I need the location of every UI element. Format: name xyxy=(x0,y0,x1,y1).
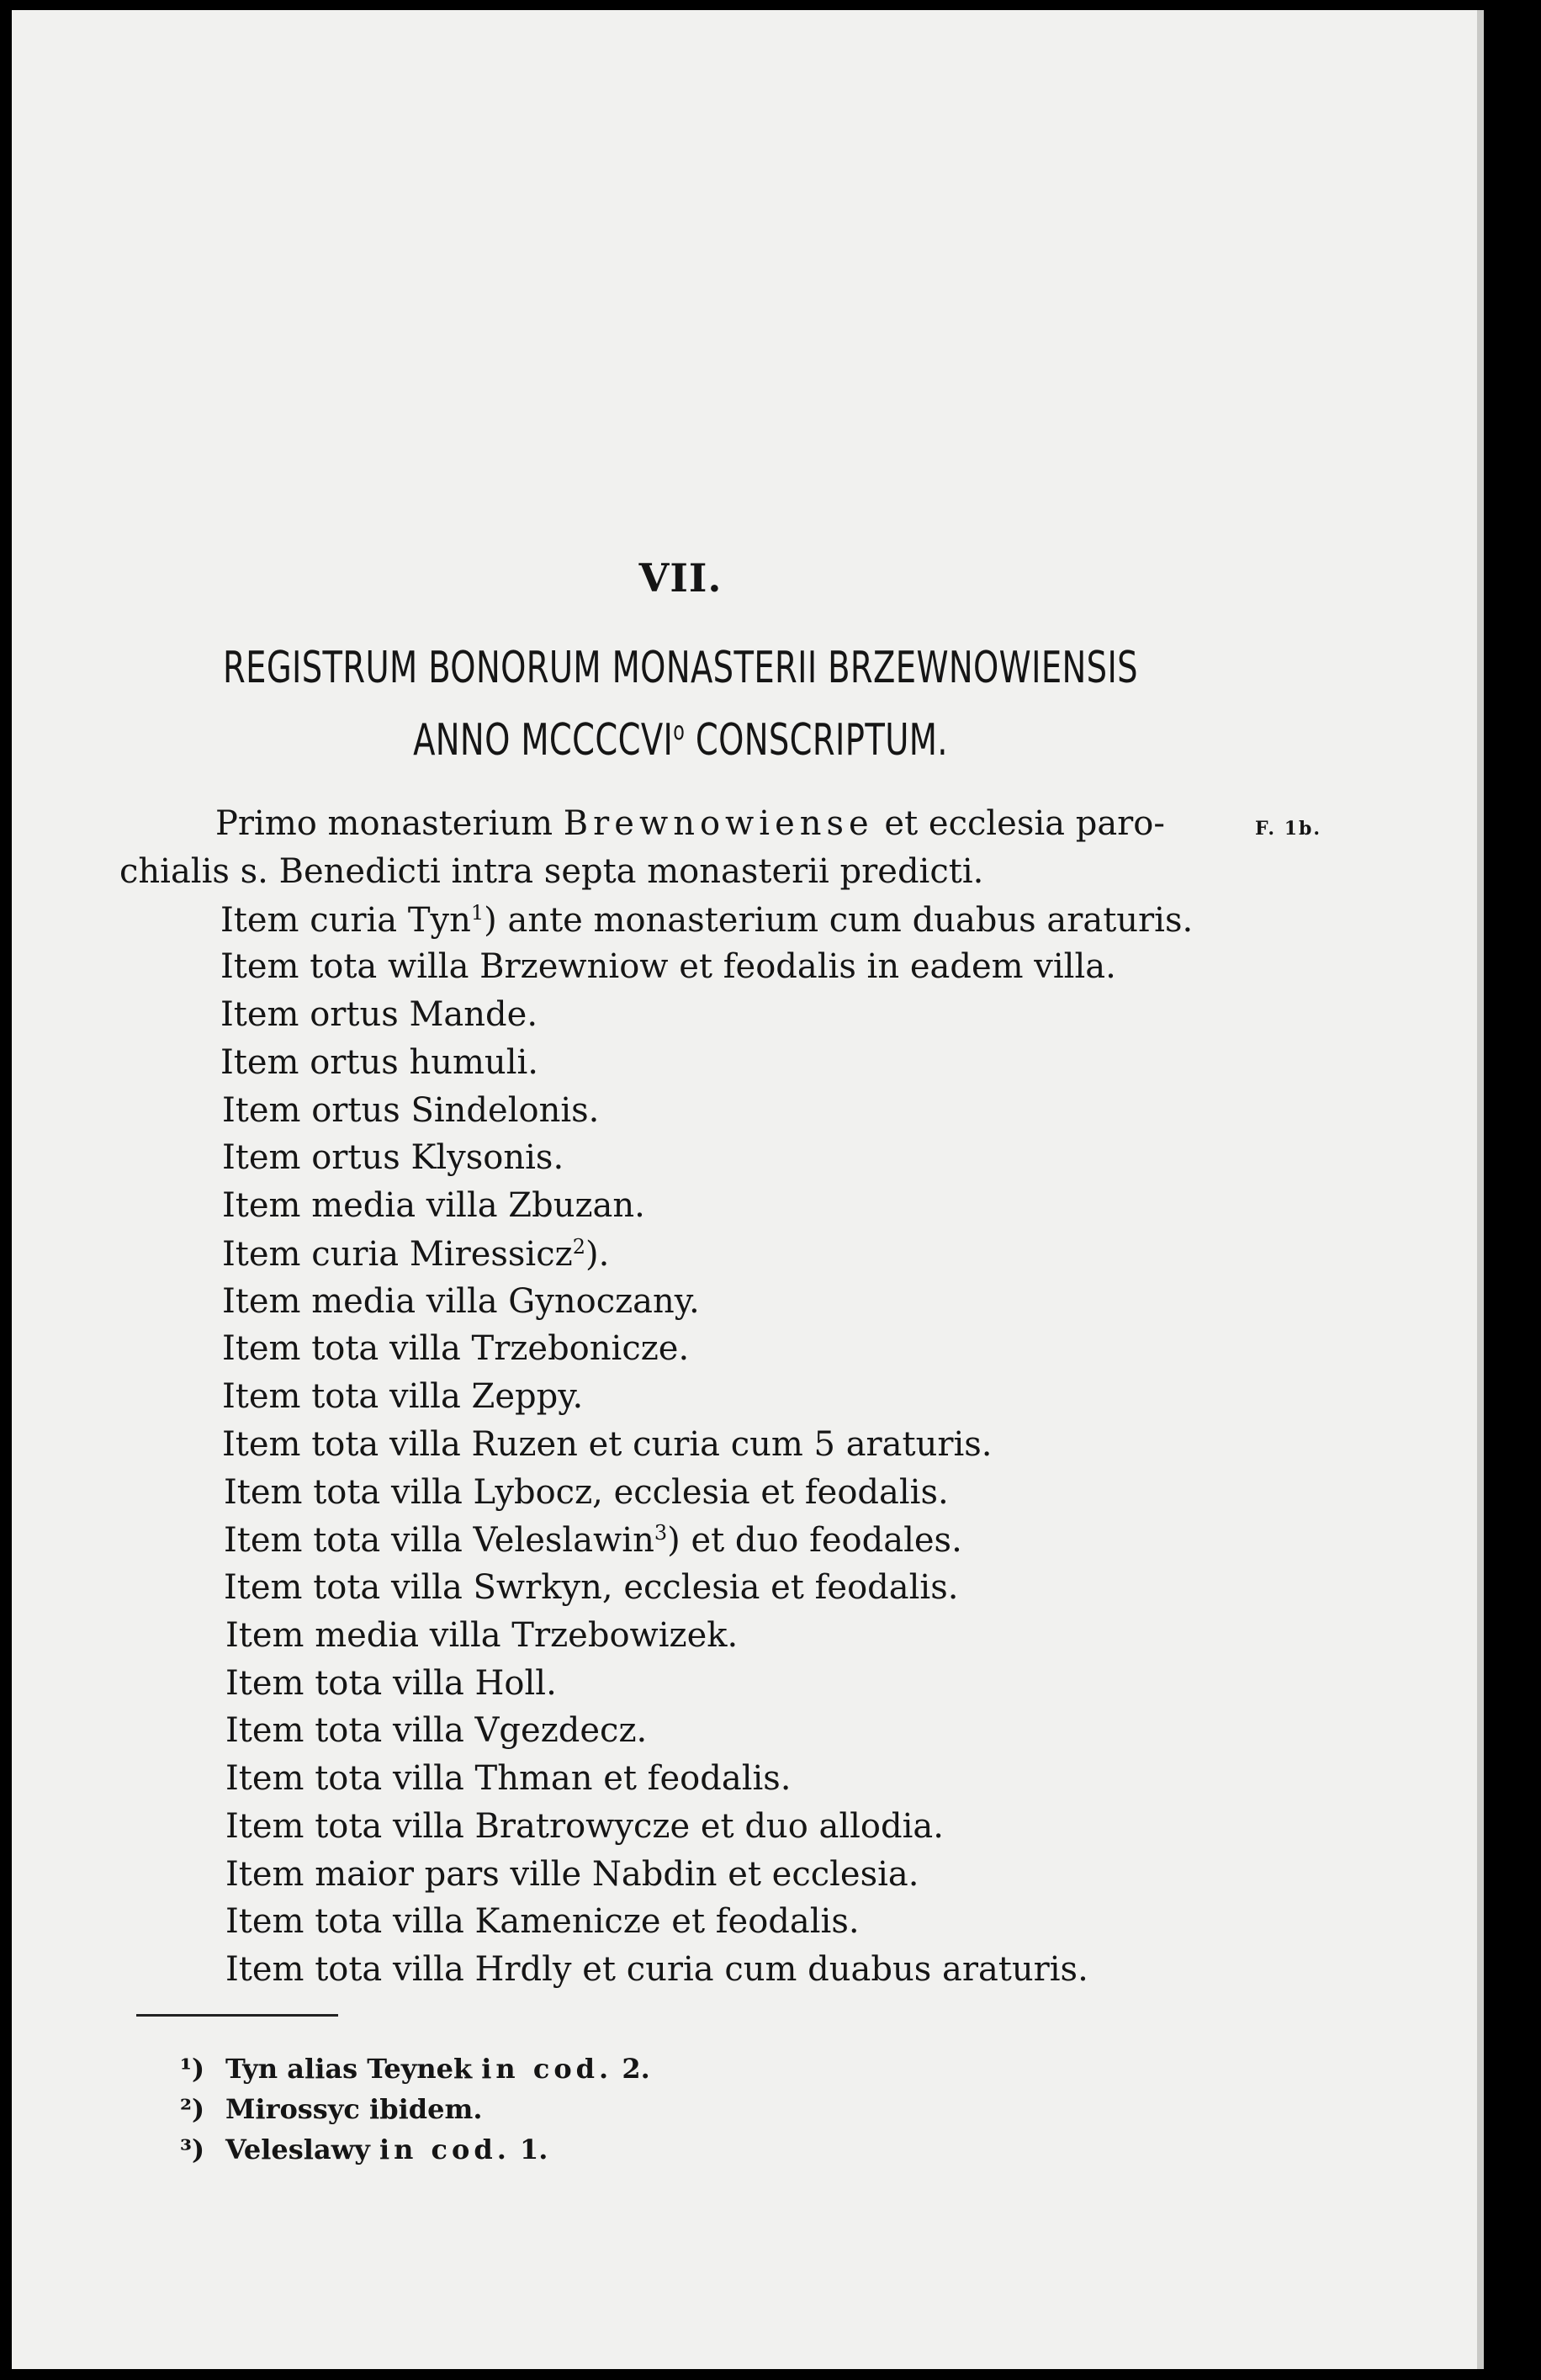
text-line: Item tota villa Swrkyn, ecclesia et feodalis. xyxy=(224,1568,959,1607)
footnote xyxy=(180,2053,650,2085)
footnote-text: 2. xyxy=(612,2053,650,2085)
text-line: Item tota villa Trzebonicze. xyxy=(222,1329,690,1368)
title-suffix: CONSCRIPTUM. xyxy=(685,715,948,766)
text-line: Item ortus Sindelonis. xyxy=(222,1091,600,1130)
text-line: Item tota villa Ruzen et curia cum 5 araturis. xyxy=(222,1425,993,1464)
folio-margin-note: F. 1b. xyxy=(1255,818,1322,840)
footnote-marker: ¹) xyxy=(180,2053,205,2085)
text-line: Item tota villa Holl. xyxy=(225,1664,557,1703)
text-line: Item tota villa Vgezdecz. xyxy=(225,1711,648,1750)
text-line: Item ortus Klysonis. xyxy=(222,1138,564,1177)
footnote-spaced-text: in cod. xyxy=(379,2134,511,2165)
text-line: Item media villa Trzebowizek. xyxy=(225,1616,739,1655)
page-edge-shadow xyxy=(1477,10,1484,2369)
document-page xyxy=(12,10,1477,2369)
footnote-divider xyxy=(136,2014,338,2017)
footnote xyxy=(180,2093,482,2125)
footnote-spaced-text: in cod. xyxy=(481,2053,613,2085)
text-line: Item tota villa Zeppy. xyxy=(222,1377,584,1416)
footnote-text: 1. xyxy=(510,2134,548,2165)
text-segment: Primo monasterium xyxy=(215,804,564,843)
footnote-ref: 2 xyxy=(572,1235,585,1259)
text-line xyxy=(220,901,1194,940)
text-segment: ) ante monasterium cum duabus araturis. xyxy=(484,901,1194,940)
document-title-line-2 xyxy=(186,715,1176,766)
text-line: Item ortus humuli. xyxy=(220,1043,538,1082)
text-line: Item tota villa Lybocz, ecclesia et feodalis. xyxy=(224,1473,949,1512)
text-line: Item tota villa Bratrowycze et duo allodia. xyxy=(225,1807,944,1846)
text-segment: ). xyxy=(585,1235,610,1274)
text-line: chialis s. Benedicti intra septa monasterii predicti. xyxy=(119,852,984,891)
footnote-text: Veleslawy xyxy=(225,2134,379,2165)
text-segment: Item curia Tyn xyxy=(220,901,471,940)
document-title-line-1: REGISTRUM BONORUM MONASTERII BRZEWNOWIENSIS xyxy=(223,643,1138,693)
text-segment: et ecclesia paro- xyxy=(873,804,1165,843)
footnote-ref: 3 xyxy=(654,1521,668,1545)
text-line: Item tota villa Thman et feodalis. xyxy=(225,1759,792,1798)
footnote-marker: ²) xyxy=(180,2093,205,2125)
title-year: ANNO MCCCCVI xyxy=(413,715,674,766)
footnote-ref: 1 xyxy=(470,901,485,925)
text-line xyxy=(222,1235,610,1274)
text-line: Item media villa Gynoczany. xyxy=(222,1282,700,1321)
chapter-number: VII. xyxy=(638,555,723,601)
text-line: Item media villa Zbuzan. xyxy=(222,1186,645,1225)
footnote-marker: ³) xyxy=(180,2134,205,2165)
text-segment: ) et duo feodales. xyxy=(667,1521,962,1560)
text-line: Item tota willa Brzewniow et feodalis in eadem villa. xyxy=(220,947,1116,986)
footnote-text: Tyn alias Teynek xyxy=(225,2053,482,2085)
text-segment: Item tota villa Veleslawin xyxy=(224,1521,654,1560)
title-year-ordinal: o xyxy=(673,717,686,746)
text-line: Item maior pars ville Nabdin et ecclesia. xyxy=(225,1855,919,1894)
text-line xyxy=(224,1521,962,1560)
text-line xyxy=(215,804,1165,843)
text-segment: Item curia Miressicz xyxy=(222,1235,573,1274)
footnote xyxy=(180,2134,548,2165)
text-line: Item ortus Mande. xyxy=(220,995,538,1034)
text-line: Item tota villa Hrdly et curia cum duabus araturis. xyxy=(225,1950,1088,1989)
footnote-text: Mirossyc ibidem. xyxy=(225,2093,483,2125)
spaced-word: Brewnowiense xyxy=(563,804,874,843)
text-line: Item tota villa Kamenicze et feodalis. xyxy=(225,1902,860,1941)
